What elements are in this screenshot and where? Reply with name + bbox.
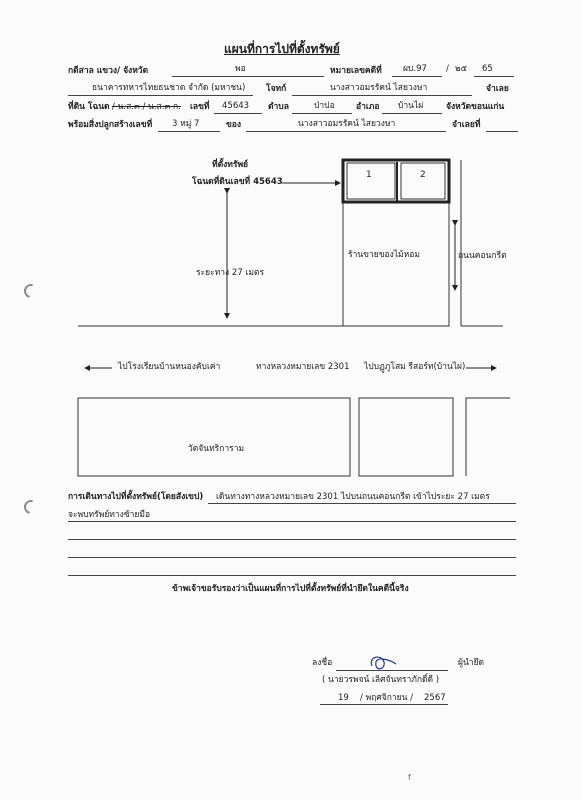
court-label: กดีสาล แขวง/ จังหวัด: [68, 66, 149, 76]
case-label: หมายเลขคดีที่: [330, 66, 382, 76]
building-value: 3 หมู่ 7: [172, 119, 200, 129]
directions-line-1: เดินทางทางหลวงหมายเลข 2301 ไปบนถนนคอนกรีต เข้าไประยะ 27 เมตร: [216, 492, 490, 502]
land-label: ที่ดิน โฉนด: [68, 102, 110, 112]
signature-mark: [371, 657, 396, 669]
to-store-label: ไปบฏูภูโสม รีสอร์ท(บ้านไผ่): [364, 362, 466, 372]
date-year: 2567: [424, 693, 446, 703]
bottom-page-mark: f: [408, 773, 411, 782]
directions-label: การเดินทางไปที่ตั้งทรัพย์(โดยสังเขป): [68, 492, 204, 502]
district-label: อำเภอ: [356, 102, 380, 112]
owner-label: ของ: [226, 120, 242, 130]
case-value-1: ผบ.97: [403, 64, 427, 74]
signer-name: ( นายวรพจน์ เลิศจันทราภักดิ์ดี ): [322, 675, 440, 685]
province-label: จังหวัดขอนแก่น: [446, 102, 505, 112]
building-1-box: [347, 163, 395, 199]
highway-label: ทางหลวงหมายเลข 2301: [256, 362, 350, 372]
defendant-label: จำเลย: [486, 84, 509, 94]
district-value: บ้านไผ่: [398, 101, 424, 111]
case-value-2: ๒๕: [455, 64, 468, 74]
subdistrict-label: ตำบล: [268, 102, 289, 112]
temple-label: วัดจันทริการาม: [188, 444, 245, 454]
deed-pointer-label: โฉนดที่ดินเลขที่ 45643: [192, 177, 283, 187]
court-value: พอ: [235, 64, 246, 74]
directions-underline-5: [68, 575, 516, 576]
certification-text: ข้าพเจ้าขอรับรองว่าเป็นแผนที่การไปที่ตั้งทรัพย์ที่นำยึดในคดีนี้จริง: [172, 584, 409, 594]
role-label: ผู้นำยึด: [458, 658, 485, 668]
lower-box-right: [466, 398, 510, 476]
owner-value: นางสาวอมรรัคน์ ไสยวงษา: [298, 119, 396, 129]
subdistrict-value: ป่าปอ: [314, 101, 335, 111]
defendant-value: นางสาวอมรรัคน์ ไสยวงษา: [330, 83, 428, 93]
directions-line-2: จะพบทรัพย์ทางซ้ายมือ: [68, 510, 151, 520]
case-separator: /: [446, 64, 449, 74]
land-label-struck: / น.ส.๓ / น.ส.๓ ก.: [112, 102, 181, 112]
property-label: ที่ตั้งทรัพย์: [212, 160, 249, 170]
date-underline: [320, 704, 448, 705]
lower-box-middle: [359, 398, 453, 476]
case-value-3: 65: [482, 64, 493, 74]
plaintiff-value: ธนาคารทหารไทยธนชาต จำกัด (มหาชน): [92, 83, 246, 93]
building-2-label: 2: [420, 170, 426, 180]
sign-label: ลงชื่อ: [312, 658, 333, 668]
date-day: 19: [338, 693, 349, 703]
deed-label: เลขที่: [190, 102, 210, 112]
directions-underline-2: [68, 521, 516, 522]
temple-box: [78, 398, 350, 476]
building-2-box: [401, 163, 445, 199]
building-label: พร้อมสิ่งปลูกสร้างเลขที่: [68, 120, 153, 130]
concrete-road-label: ถนนคอนกรีต: [458, 251, 507, 261]
building-1-label: 1: [366, 170, 372, 180]
sign-underline: [336, 670, 448, 671]
directions-underline-3: [68, 539, 516, 540]
shop-label: ร้านขายของไม้หอม: [348, 250, 420, 260]
directions-underline-1: [208, 503, 516, 504]
deed-value: 45643: [222, 101, 250, 111]
plaintiff-label: โจทก์: [266, 84, 287, 94]
to-school-label: ไปโรงเรียนบ้านหนองคับเค่า: [118, 362, 221, 372]
directions-underline-4: [68, 557, 516, 558]
distance-label: ระยะทาง 27 เมตร: [196, 268, 265, 278]
defendant-no-label: จำเลยที่: [452, 120, 481, 130]
date-month: / พฤศจิกายน /: [360, 693, 413, 703]
page-title: แผนที่การไปที่ตั้งทรัพย์: [224, 42, 340, 56]
